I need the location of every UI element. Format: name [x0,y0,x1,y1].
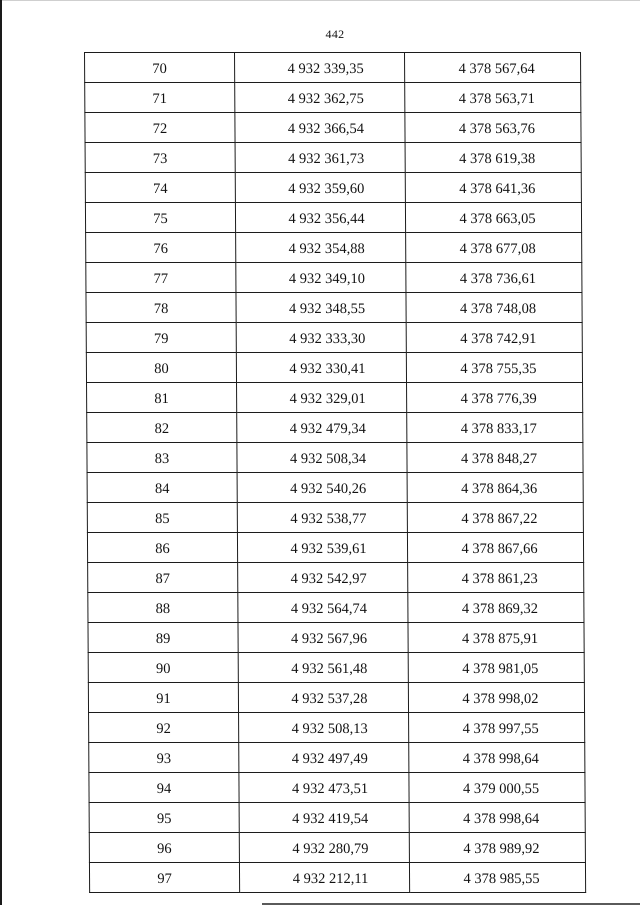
point-number-cell: 80 [86,353,236,383]
x-coordinate-cell: 4 932 497,49 [239,743,409,773]
table-row [89,743,585,773]
x-coordinate-cell: 4 932 333,30 [236,323,406,353]
table-row [85,83,581,113]
y-coordinate-cell: 4 378 848,27 [407,443,583,473]
point-number-cell: 84 [87,473,237,503]
y-coordinate-cell: 4 378 755,35 [406,353,582,383]
y-coordinate-cell: 4 378 776,39 [407,383,583,413]
point-number-cell: 89 [88,623,238,653]
y-coordinate-cell: 4 378 867,66 [407,533,583,563]
y-coordinate-cell: 4 378 867,22 [407,503,583,533]
x-coordinate-cell: 4 932 539,61 [237,533,407,563]
point-number-cell: 75 [85,203,235,233]
x-coordinate-cell: 4 932 280,79 [239,833,409,863]
x-coordinate-cell: 4 932 361,73 [235,143,405,173]
point-number-cell: 77 [86,263,236,293]
table-row [88,563,584,593]
table-row [85,203,581,233]
point-number-cell: 81 [87,383,237,413]
table-row [88,623,584,653]
y-coordinate-cell: 4 378 567,64 [405,53,581,83]
scan-edge-left [0,0,2,905]
x-coordinate-cell: 4 932 349,10 [236,263,406,293]
y-coordinate-cell: 4 378 861,23 [408,563,584,593]
point-number-cell: 82 [87,413,237,443]
coordinates-table-body [85,53,586,893]
x-coordinate-cell: 4 932 366,54 [235,113,405,143]
table-row [85,173,581,203]
point-number-cell: 83 [87,443,237,473]
point-number-cell: 92 [89,713,239,743]
x-coordinate-cell: 4 932 356,44 [235,203,405,233]
point-number-cell: 95 [89,803,239,833]
y-coordinate-cell: 4 378 563,71 [405,83,581,113]
point-number-cell: 85 [87,503,237,533]
x-coordinate-cell: 4 932 212,11 [239,863,409,893]
table-row [88,593,584,623]
x-coordinate-cell: 4 932 508,13 [239,713,409,743]
y-coordinate-cell: 4 378 998,02 [408,683,584,713]
point-number-cell: 87 [88,563,238,593]
y-coordinate-cell: 4 378 875,91 [408,623,584,653]
scan-edge-top [0,0,640,1]
table-row [89,863,585,893]
y-coordinate-cell: 4 378 736,61 [406,263,582,293]
x-coordinate-cell: 4 932 359,60 [235,173,405,203]
y-coordinate-cell: 4 378 981,05 [408,653,584,683]
y-coordinate-cell: 4 378 748,08 [406,293,582,323]
x-coordinate-cell: 4 932 561,48 [238,653,408,683]
x-coordinate-cell: 4 932 339,35 [235,53,405,83]
point-number-cell: 86 [87,533,237,563]
point-number-cell: 73 [85,143,235,173]
point-number-cell: 94 [89,773,239,803]
point-number-cell: 88 [88,593,238,623]
table-row [89,773,585,803]
y-coordinate-cell: 4 379 000,55 [409,773,585,803]
table-row [89,803,585,833]
x-coordinate-cell: 4 932 538,77 [237,503,407,533]
table-row [87,473,583,503]
table-row [86,293,582,323]
x-coordinate-cell: 4 932 354,88 [236,233,406,263]
point-number-cell: 96 [89,833,239,863]
table-row [88,653,584,683]
y-coordinate-cell: 4 378 641,36 [405,173,581,203]
y-coordinate-cell: 4 378 677,08 [406,233,582,263]
x-coordinate-cell: 4 932 537,28 [238,683,408,713]
y-coordinate-cell: 4 378 663,05 [405,203,581,233]
page-number: 442 [325,27,345,41]
x-coordinate-cell: 4 932 348,55 [236,293,406,323]
x-coordinate-cell: 4 932 540,26 [237,473,407,503]
point-number-cell: 97 [89,863,239,893]
point-number-cell: 79 [86,323,236,353]
x-coordinate-cell: 4 932 508,34 [237,443,407,473]
y-coordinate-cell: 4 378 997,55 [409,713,585,743]
table-row [86,233,582,263]
y-coordinate-cell: 4 378 985,55 [409,863,585,893]
table-row [87,413,583,443]
point-number-cell: 74 [85,173,235,203]
table-row [85,143,581,173]
y-coordinate-cell: 4 378 998,64 [409,803,585,833]
table-row [88,683,584,713]
y-coordinate-cell: 4 378 619,38 [405,143,581,173]
point-number-cell: 76 [86,233,236,263]
x-coordinate-cell: 4 932 362,75 [235,83,405,113]
table-row [87,533,583,563]
y-coordinate-cell: 4 378 742,91 [406,323,582,353]
coordinates-table [84,52,586,893]
table-row [86,353,582,383]
y-coordinate-cell: 4 378 869,32 [408,593,584,623]
table-row [85,53,581,83]
x-coordinate-cell: 4 932 567,96 [238,623,408,653]
table-row [86,263,582,293]
table-row [87,443,583,473]
x-coordinate-cell: 4 932 479,34 [237,413,407,443]
y-coordinate-cell: 4 378 998,64 [409,743,585,773]
point-number-cell: 90 [88,653,238,683]
x-coordinate-cell: 4 932 330,41 [236,353,406,383]
x-coordinate-cell: 4 932 473,51 [239,773,409,803]
table-row [87,503,583,533]
y-coordinate-cell: 4 378 989,92 [409,833,585,863]
x-coordinate-cell: 4 932 419,54 [239,803,409,833]
table-row [87,383,583,413]
y-coordinate-cell: 4 378 864,36 [407,473,583,503]
point-number-cell: 71 [85,83,235,113]
table-row [89,833,585,863]
y-coordinate-cell: 4 378 833,17 [407,413,583,443]
table-row [85,113,581,143]
point-number-cell: 78 [86,293,236,323]
point-number-cell: 72 [85,113,235,143]
point-number-cell: 70 [85,53,235,83]
y-coordinate-cell: 4 378 563,76 [405,113,581,143]
point-number-cell: 91 [88,683,238,713]
point-number-cell: 93 [89,743,239,773]
x-coordinate-cell: 4 932 542,97 [238,563,408,593]
table-row [89,713,585,743]
table-row [86,323,582,353]
x-coordinate-cell: 4 932 329,01 [237,383,407,413]
x-coordinate-cell: 4 932 564,74 [238,593,408,623]
